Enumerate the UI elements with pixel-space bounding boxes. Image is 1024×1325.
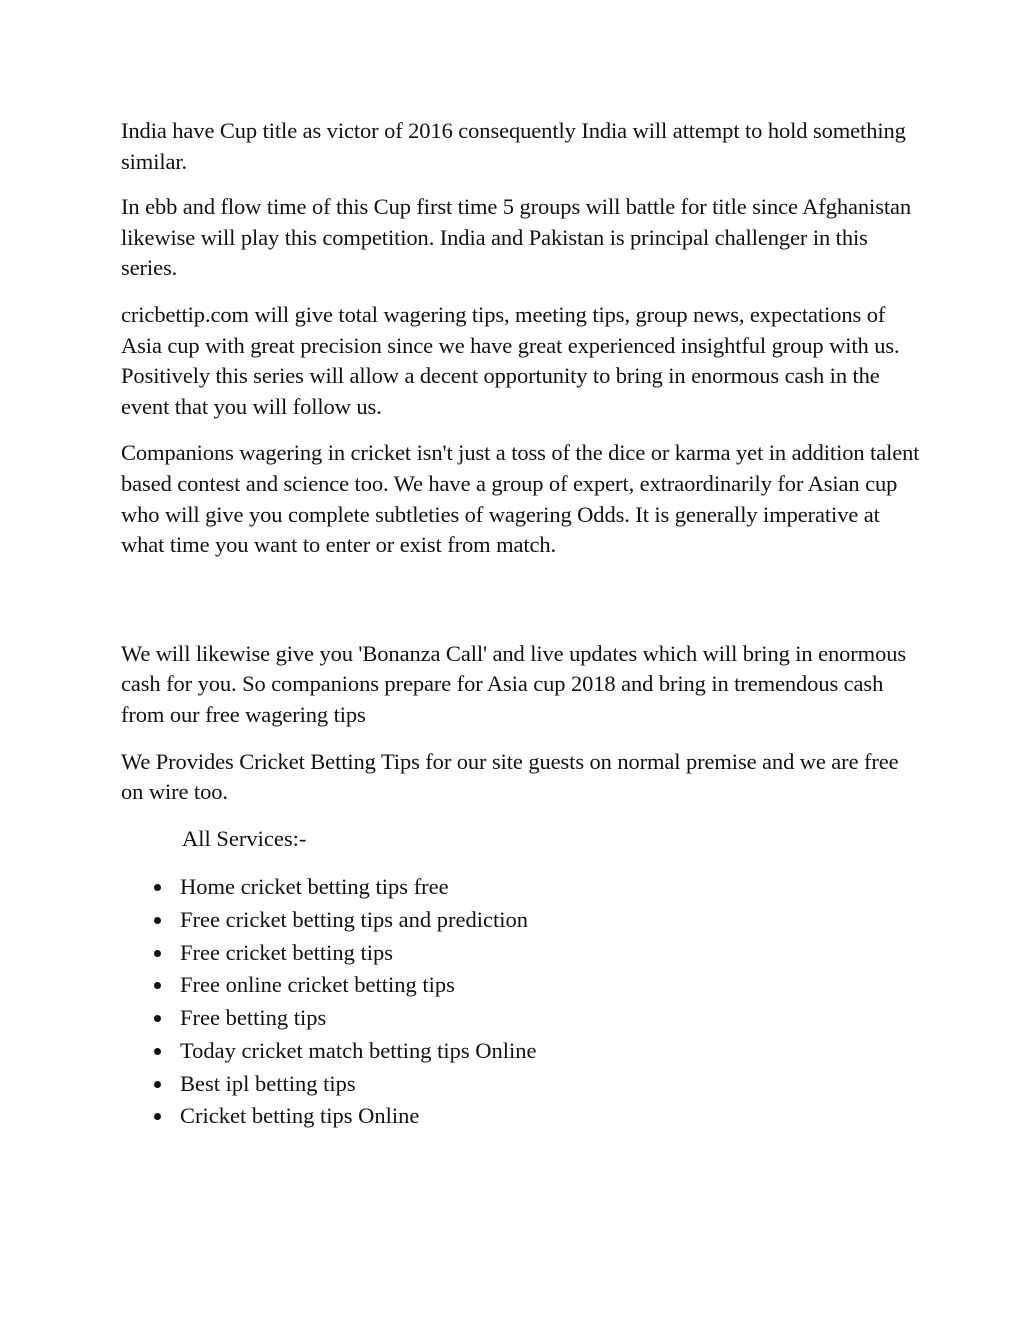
list-item-label: Free cricket betting tips and prediction: [180, 906, 529, 932]
bullet-icon: [154, 1081, 161, 1088]
list-item: [121, 1035, 921, 1068]
list-item: [121, 1100, 921, 1133]
list-item: [121, 969, 921, 1002]
services-list: [121, 871, 921, 1133]
list-item: [121, 1068, 921, 1101]
bullet-icon: [154, 1048, 161, 1055]
bullet-icon: [154, 917, 161, 924]
list-item-label: Free betting tips: [180, 1005, 327, 1031]
paragraph-provides-tips: We Provides Cricket Betting Tips for our site guests on normal premise and we are free on wire too.: [121, 748, 899, 805]
bullet-icon: [154, 950, 161, 957]
list-item: [121, 937, 921, 970]
list-item-label: Home cricket betting tips free: [180, 874, 449, 900]
paragraph-cup-title: India have Cup title as victor of 2016 consequently India will attempt to hold something similar.: [121, 118, 906, 174]
bullet-icon: [154, 1113, 161, 1120]
list-item-label: Cricket betting tips Online: [180, 1103, 420, 1129]
list-item-label: Today cricket match betting tips Online: [180, 1037, 537, 1063]
services-heading: All Services:-: [182, 825, 307, 851]
list-item-label: Free online cricket betting tips: [180, 972, 455, 998]
list-item-label: Best ipl betting tips: [180, 1070, 356, 1096]
bullet-icon: [154, 982, 161, 989]
document-page: [121, 116, 921, 1133]
bullet-icon: [154, 884, 161, 891]
list-item: [121, 904, 921, 937]
paragraph-wagering-odds: Companions wagering in cricket isn't just a toss of the dice or karma yet in addition talent based contest and science too. We have a group of expert, extraordinarily for Asian cup who will give you complete subtleties of wagering Odds. It is generally imperative at what time you want to enter or exist from match.: [121, 440, 920, 558]
bullet-icon: [154, 1015, 161, 1022]
paragraph-groups-battle: In ebb and flow time of this Cup first time 5 groups will battle for title since Afghanistan likewise will play this competition. India and Pakistan is principal challenger in this series.: [121, 194, 912, 281]
paragraph-bonanza-call: We will likewise give you 'Bonanza Call' and live updates which will bring in enormous cash for you. So companions prepare for Asia cup 2018 and bring in tremendous cash from our free wagering tips: [121, 640, 907, 727]
list-item: [121, 871, 921, 904]
list-item-label: Free cricket betting tips: [180, 939, 394, 965]
list-item: [121, 1002, 921, 1035]
paragraph-cricbettip: cricbettip.com will give total wagering tips, meeting tips, group news, expectations of Asia cup with great precision since we have great experienced insightful group with us. Positively this series will allow a decent opportunity to bring in enormous cash in the event that you will follow us.: [121, 301, 900, 419]
